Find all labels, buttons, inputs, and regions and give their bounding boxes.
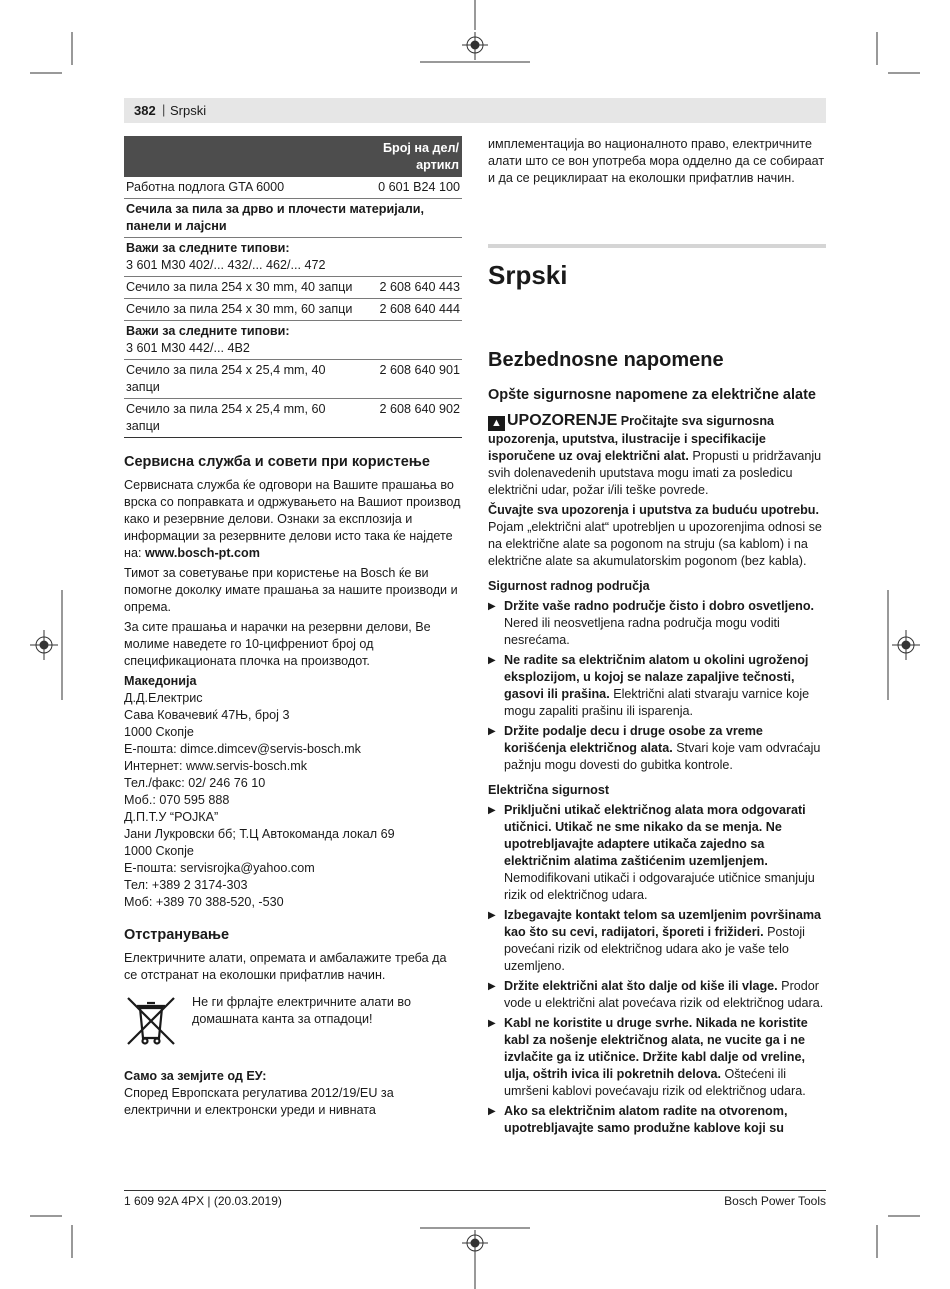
table-row	[124, 299, 462, 321]
header-separator: |	[162, 102, 166, 117]
address-line: Моб.: 070 595 888	[124, 793, 230, 807]
warning-bold-text: Pročitajte sva sigurnosna upozorenja, uputstva, ilustracije i specifikacije isporučene uz ovaj električni alat.	[488, 414, 775, 463]
parts-table	[124, 136, 462, 438]
section-divider	[488, 244, 826, 248]
service-country: Македонија	[124, 674, 197, 688]
bullet-item	[488, 598, 826, 649]
language-section-title: Srpski	[488, 260, 568, 290]
address-line: Јани Лукровски бб; Т.Ц Автокоманда локал 69	[124, 827, 395, 841]
bullet-arrow-icon: ▶	[488, 601, 496, 612]
bullet-bold: Ne radite sa električnim alatom u okolini ugroženoj eksplozijom, u kojoj se nalaze zapaljive tečnosti, gasovi ili prašina.	[504, 653, 809, 701]
warning-triangle-icon: ▲	[488, 416, 505, 431]
row-desc: Сечило за пила 254 x 30 mm, 60 запци	[124, 299, 358, 321]
bullet-text: Oštećeni ili umršeni kablovi povećavaju rizik od električnog udara.	[504, 1067, 806, 1098]
table-row-subheading	[124, 238, 462, 277]
bullet-text: Postoji povećani rizik od električnog udara ako je vaše telo uzemljeno.	[504, 925, 805, 973]
bullet-arrow-icon: ▶	[488, 726, 496, 737]
bullet-text: Električni alati stvaraju varnice koje mogu zapaliti prašinu ili isparenja.	[504, 687, 810, 718]
bullet-item	[488, 723, 826, 774]
address-line: Сава Ковачевиќ 47Њ, број 3	[124, 708, 290, 722]
row-heading: Сечила за пила за дрво и плочести материјали, панели и лајсни	[124, 199, 462, 238]
table-row	[124, 277, 462, 299]
bullet-item	[488, 978, 826, 1012]
bullet-text: Nered ili neosvetljena radna područja mogu voditi nesrećama.	[504, 616, 780, 647]
bullet-bold: Držite vaše radno područje čisto i dobro osvetljeno.	[504, 599, 815, 613]
footer-doc-id: 1 609 92A 4PX | (20.03.2019)	[124, 1194, 282, 1208]
weee-text: Не ги фрлајте електричните алати во домашната канта за отпадоци!	[192, 995, 411, 1026]
table-row-heading	[124, 199, 462, 238]
bullet-bold: Kabl ne koristite u druge svrhe. Nikada ne koristite kabl za nošenje električnog alata, ne vucite ga i ne izvlačite ga iz utičnice. Držite kabl dalje od vreline, ulja, oštrih ivica ili pokretnih delova.	[504, 1016, 808, 1081]
service-paragraph-3: За сите прашања и нарачки на резервни делови, Ве молиме наведете го 10-цифрениот број од спецификационата плочка на производот.	[124, 620, 431, 668]
row-desc: Работна подлога GTA 6000	[124, 177, 358, 199]
address-line: Тел: +389 2 3174-303	[124, 878, 248, 892]
row-desc: Сечило за пила 254 x 30 mm, 40 запци	[124, 277, 358, 299]
address-line: 1000 Скопје	[124, 725, 194, 739]
bullet-bold: Izbegavajte kontakt telom sa uzemljenim površinama kao što su cevi, radijatori, šporeti i frižideri.	[504, 908, 822, 939]
eu-text: Според Европската регулатива 2012/19/EU за електрични и електронски уреди и нивната	[124, 1086, 394, 1117]
part-number-header	[124, 136, 462, 177]
row-subheading-text: 3 601 M30 442/... 4B2	[126, 341, 250, 355]
warning-label: UPOZORENJE	[507, 412, 618, 429]
service-p1-text: Сервисната служба ќе одговори на Вашите прашања во врска со поправката и одржувањето на Вашиот производ како и резервние делови. Ознаки за експлозија и информации за резервните делови исто така ќе најдете на:	[124, 478, 461, 560]
warning-text: Propusti u pridržavanju svih dolenavedenih uputstava mogu imati za posledicu električni udar, požar i/ili teške povrede.	[488, 449, 822, 497]
safety-title: Bezbednosne napomene	[488, 349, 724, 371]
row-subheading	[124, 238, 462, 277]
address-line: Е-пошта: servisrojka@yahoo.com	[124, 861, 315, 875]
service-url-link[interactable]: www.bosch-pt.com	[144, 546, 260, 560]
bullet-arrow-icon: ▶	[488, 981, 496, 992]
bullet-text: Stvari koje vam odvraćaju pažnju mogu dovesti do gubitka kontrole.	[504, 741, 821, 772]
page-header	[124, 98, 826, 123]
disposal-paragraph: Електричните алати, опремата и амбалажите треба да се отстранат на еколошки прифатлив начин.	[124, 951, 447, 982]
bullet-arrow-icon: ▶	[488, 1018, 496, 1029]
weee-notice	[124, 994, 462, 1048]
left-column	[124, 136, 462, 1122]
page-number: 382	[134, 103, 156, 118]
term-paragraph: Pojam „električni alat“ upotrebljen u upozorenjima odnosi se na električne alate sa pogonom na struju (sa kablom) i na električne alate sa akumulatorskim pogonom (bez kabla).	[488, 520, 822, 568]
bullet-item	[488, 1015, 826, 1100]
right-column	[488, 136, 826, 1140]
row-subheading-text: 3 601 M30 402/... 432/... 462/... 472	[126, 258, 326, 272]
page-footer	[124, 1190, 826, 1208]
bullet-arrow-icon: ▶	[488, 805, 496, 816]
crossed-bin-icon	[124, 994, 178, 1048]
row-part-no: 2 608 640 443	[358, 277, 462, 299]
table-row	[124, 360, 462, 399]
bullet-item	[488, 652, 826, 720]
row-subheading-bold: Важи за следните типови:	[126, 241, 290, 255]
service-paragraph-1	[124, 477, 462, 562]
bullet-text: Nemodifikovani utikači i odgovarajuće utičnice smanjuju rizik od električnog udara.	[504, 871, 815, 902]
address-line: Е-пошта: dimce.dimcev@servis-bosch.mk	[124, 742, 361, 756]
bullet-bold: Priključni utikač električnog alata mora odgovarati utičnici. Utikač ne sme nikako da se menja. Ne upotrebljavajte adaptere utikača zajedno sa električnim alatima zaštićenim uzemljenjem.	[504, 803, 806, 868]
continued-text: имплементација во националното право, електричните алати што се вон употреба мора одделно да се собираат и да се рециклираат на еколошки прифатлив начин.	[488, 137, 825, 185]
keep-instructions: Čuvajte sva upozorenja i uputstva za buduću upotrebu.	[488, 503, 819, 517]
eu-title: Само за земјите од ЕУ:	[124, 1069, 267, 1083]
footer-brand: Bosch Power Tools	[724, 1194, 826, 1208]
address-line: Интернет: www.servis-bosch.mk	[124, 759, 308, 773]
part-number-header-text: Број на дел/ артикл	[382, 141, 459, 172]
bullet-arrow-icon: ▶	[488, 910, 496, 921]
row-desc: Сечило за пила 254 x 25,4 mm, 40 запци	[124, 360, 358, 399]
row-desc: Сечило за пила 254 x 25,4 mm, 60 запци	[124, 399, 358, 438]
parts-table-header	[124, 136, 462, 177]
bullet-bold: Držite električni alat što dalje od kiše ili vlage.	[504, 979, 778, 993]
bullet-arrow-icon: ▶	[488, 1106, 496, 1117]
address-line: Тел./факс: 02/ 246 76 10	[124, 776, 266, 790]
bullet-bold: Ako sa električnim alatom radite na otvorenom, upotrebljavajte samo produžne kablove koji su	[504, 1104, 788, 1135]
address-line: Д.П.Т.У “РОЈКА”	[124, 810, 219, 824]
header-language: Srpski	[170, 103, 207, 118]
row-part-no: 2 608 640 902	[358, 399, 462, 438]
bullet-item	[488, 802, 826, 904]
service-address	[124, 690, 462, 911]
row-part-no: 2 608 640 901	[358, 360, 462, 399]
address-line: 1000 Скопје	[124, 844, 194, 858]
bullet-text: Prodor vode u električni alat povećava rizik od električnog udara.	[504, 979, 824, 1010]
row-subheading	[124, 321, 462, 360]
warning-paragraph	[488, 412, 826, 499]
table-row	[124, 177, 462, 199]
service-paragraph-2: Тимот за советување при користење на Bosch ќе ви помогне доколку имате прашања за нашите производи и опрема.	[124, 566, 458, 614]
table-row-subheading	[124, 321, 462, 360]
service-title: Сервисна служба и совети при користење	[124, 454, 430, 470]
work-area-title: Sigurnost radnog područja	[488, 579, 650, 593]
address-line: Д.Д.Електрис	[124, 691, 203, 705]
disposal-title: Отстранување	[124, 927, 230, 943]
row-subheading-bold: Важи за следните типови:	[126, 324, 290, 338]
row-part-no: 0 601 B24 100	[358, 177, 462, 199]
general-safety-title: Opšte sigurnosne napomene za električne alate	[488, 387, 816, 403]
table-row	[124, 399, 462, 438]
row-part-no: 2 608 640 444	[358, 299, 462, 321]
bullet-bold: Držite podalje decu i druge osobe za vreme korišćenja električnog alata.	[504, 724, 763, 755]
bullet-arrow-icon: ▶	[488, 655, 496, 666]
electrical-safety-title: Električna sigurnost	[488, 783, 610, 797]
bullet-item	[488, 1103, 826, 1137]
address-line: Моб: +389 70 388-520, -530	[124, 895, 284, 909]
bullet-item	[488, 907, 826, 975]
